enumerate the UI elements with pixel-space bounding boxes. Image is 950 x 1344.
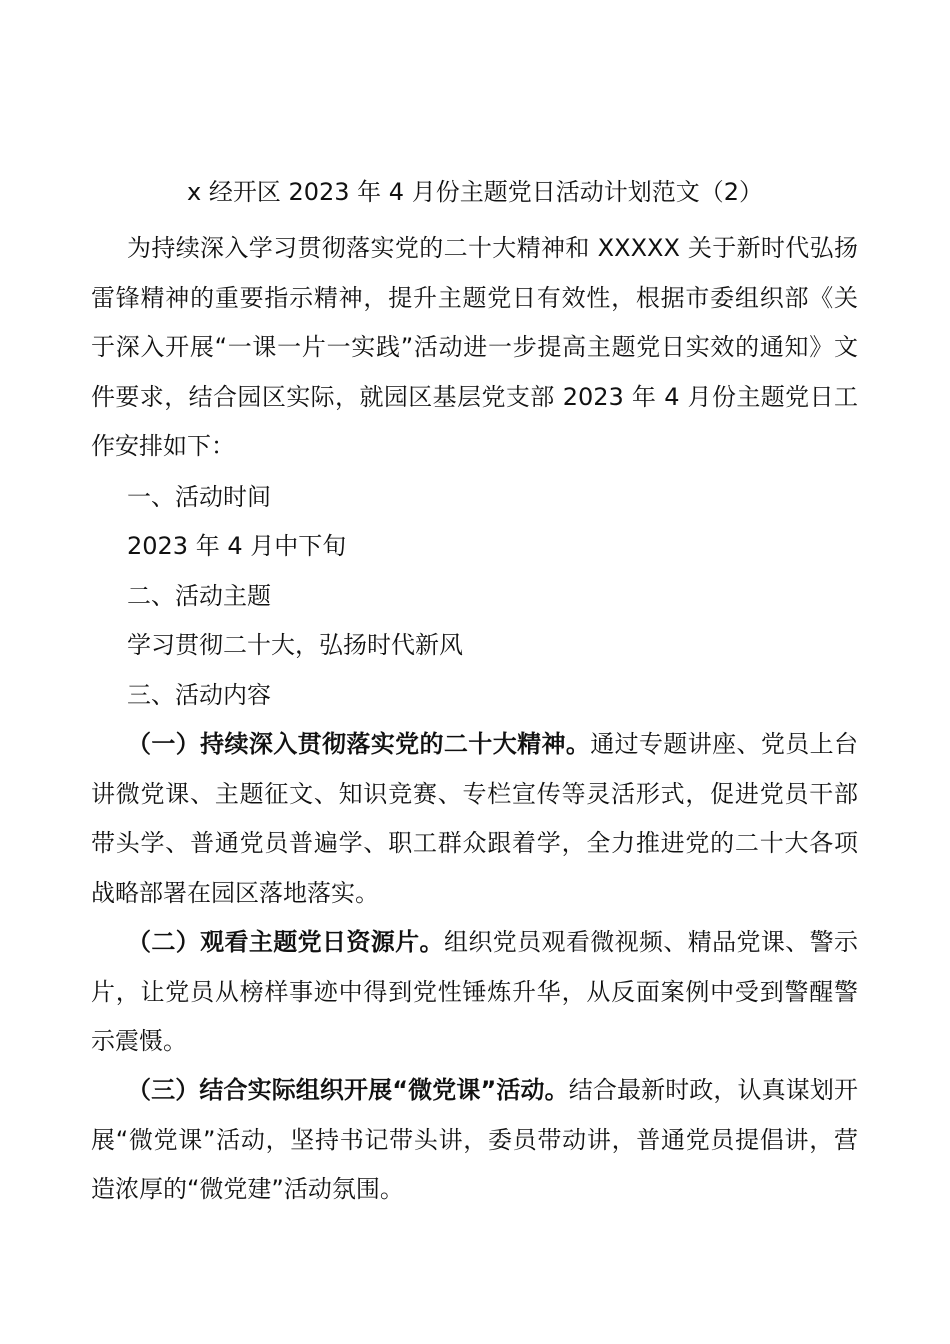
content-item-3 — [91, 1066, 858, 1215]
section-1-text: 2023 年 4 月中下旬 — [127, 532, 347, 560]
content-item-2 — [91, 918, 858, 1067]
content-item-2-lead: （二）观看主题党日资源片。 — [127, 928, 444, 956]
content-item-1-body: 通过专题讲座、党员上台讲微党课、主题征文、知识竞赛、专栏宣传等灵活形式，促进党员干部带头学、普通党员普遍学、职工群众跟着学，全力推进党的二十大各项战略部署在园区落地落实。 — [91, 730, 859, 907]
content-item-1-lead: （一）持续深入贯彻落实党的二十大精神。 — [127, 730, 591, 758]
content-item-3-lead: （三）结合实际组织开展“微党课”活动。 — [127, 1076, 569, 1104]
content-item-1 — [91, 720, 858, 918]
section-1-heading: 一、活动时间 — [127, 483, 271, 511]
content-item-3-body: 结合最新时政，认真谋划开展“微党课”活动，坚持书记带头讲，委员带动讲，普通党员提倡讲，营造浓厚的“微党建”活动氛围。 — [91, 1076, 858, 1203]
section-2-text: 学习贯彻二十大，弘扬时代新风 — [127, 631, 463, 659]
intro-paragraph: 为持续深入学习贯彻落实党的二十大精神和 XXXXX 关于新时代弘扬雷锋精神的重要指示精神，提升主题党日有效性，根据市委组织部《关于深入开展“一课一片一实践”活动进一步提高主题党日实效的通知》文件要求，结合园区实际，就园区基层党支部 2023 年 4 月份主题党日工作安排如下： — [91, 234, 858, 460]
document-title: x 经开区 2023 年 4 月份主题党日活动计划范文（2） — [187, 178, 763, 206]
content-item-2-body: 组织党员观看微视频、精品党课、警示片，让党员从榜样事迹中得到党性锤炼升华，从反面案例中受到警醒警示震慑。 — [91, 928, 859, 1055]
section-2-heading: 二、活动主题 — [127, 582, 271, 610]
section-3-heading: 三、活动内容 — [127, 681, 271, 709]
